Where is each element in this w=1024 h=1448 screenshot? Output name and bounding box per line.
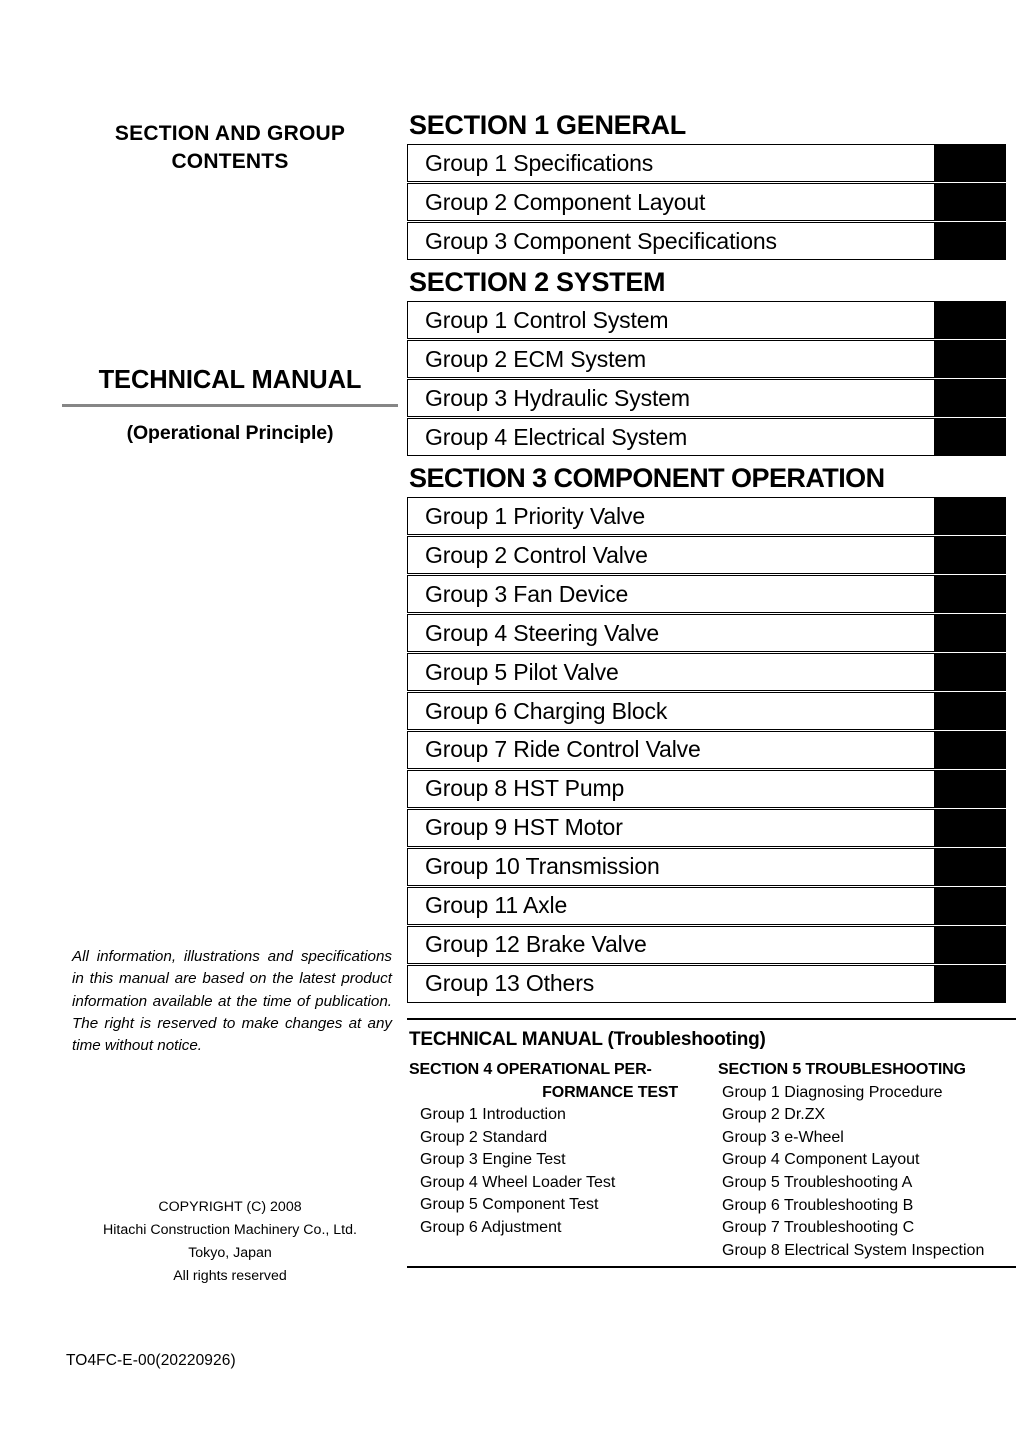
manual-title: TECHNICAL MANUAL bbox=[98, 366, 362, 394]
group-row-box[interactable] bbox=[407, 770, 935, 808]
black-tab-marker bbox=[935, 222, 1006, 260]
black-tab-marker bbox=[935, 692, 1006, 730]
group-label: Group 2 Component Layout bbox=[425, 188, 706, 215]
list-item[interactable]: Group 5 Troubleshooting A bbox=[722, 1174, 913, 1192]
troubleshooting-bottom-divider bbox=[407, 1266, 1016, 1268]
section-4-group-list bbox=[407, 1104, 714, 1240]
disclaimer-paragraph: All information, illustrations and specifications in this manual are based on the latest product information available at the time of publication. The right is reserved to make changes at any time without notice. bbox=[72, 948, 392, 1055]
black-tab-marker bbox=[935, 965, 1006, 1003]
table-row[interactable] bbox=[407, 301, 1016, 339]
group-row-box[interactable] bbox=[407, 653, 935, 691]
table-row[interactable] bbox=[407, 536, 1016, 574]
group-row-box[interactable] bbox=[407, 379, 935, 417]
table-row[interactable] bbox=[407, 183, 1016, 221]
section-group-contents-title bbox=[62, 120, 398, 175]
document-code: TO4FC-E-00(20220926) bbox=[66, 1352, 236, 1369]
contents-title-line1: SECTION AND GROUP bbox=[114, 122, 346, 145]
title-divider bbox=[62, 404, 398, 407]
contents-title bbox=[62, 120, 398, 175]
section-5-heading: SECTION 5 TROUBLESHOOTING bbox=[718, 1061, 966, 1079]
group-row-box[interactable] bbox=[407, 731, 935, 769]
group-row-box[interactable] bbox=[407, 809, 935, 847]
list-item[interactable]: Group 7 Troubleshooting C bbox=[722, 1219, 915, 1237]
group-label: Group 2 Control Valve bbox=[425, 541, 648, 568]
black-tab-marker bbox=[935, 653, 1006, 691]
black-tab-marker bbox=[935, 770, 1006, 808]
group-row-box[interactable] bbox=[407, 614, 935, 652]
group-row-box[interactable] bbox=[407, 183, 935, 221]
group-label: Group 1 Control System bbox=[425, 306, 669, 333]
list-item[interactable]: Group 4 Wheel Loader Test bbox=[420, 1173, 616, 1191]
black-tab-marker bbox=[935, 731, 1006, 769]
table-row[interactable] bbox=[407, 692, 1016, 730]
list-item[interactable]: Group 3 Engine Test bbox=[420, 1151, 566, 1169]
group-label: Group 13 Others bbox=[425, 970, 595, 997]
section-3-group-list bbox=[407, 497, 1016, 1003]
table-of-contents bbox=[407, 110, 1016, 1004]
section-4-heading-line2: FORMANCE TEST bbox=[542, 1083, 678, 1101]
troubleshooting-title: TECHNICAL MANUAL (Troubleshooting) bbox=[409, 1029, 766, 1051]
section-4-column bbox=[407, 1059, 714, 1262]
group-row-box[interactable] bbox=[407, 887, 935, 925]
group-row-box[interactable] bbox=[407, 340, 935, 378]
section-5-column bbox=[714, 1059, 1016, 1262]
group-label: Group 3 Hydraulic System bbox=[425, 384, 690, 411]
table-row[interactable] bbox=[407, 887, 1016, 925]
table-row[interactable] bbox=[407, 926, 1016, 964]
copyright-line-4: All rights reserved bbox=[173, 1268, 287, 1284]
group-label: Group 4 Electrical System bbox=[425, 423, 688, 450]
table-row[interactable] bbox=[407, 653, 1016, 691]
table-row[interactable] bbox=[407, 809, 1016, 847]
list-item[interactable]: Group 2 Standard bbox=[420, 1128, 548, 1146]
troubleshooting-block bbox=[407, 1018, 1016, 1268]
group-row-box[interactable] bbox=[407, 222, 935, 260]
section-heading-3: SECTION 3 COMPONENT OPERATION bbox=[409, 462, 885, 493]
table-row[interactable] bbox=[407, 144, 1016, 182]
table-row[interactable] bbox=[407, 340, 1016, 378]
list-item[interactable]: Group 4 Component Layout bbox=[722, 1151, 920, 1169]
copyright-line-3: Tokyo, Japan bbox=[188, 1245, 272, 1261]
section-heading-2: SECTION 2 SYSTEM bbox=[409, 266, 666, 297]
black-tab-marker bbox=[935, 926, 1006, 964]
black-tab-marker bbox=[935, 183, 1006, 221]
group-label: Group 2 ECM System bbox=[425, 345, 646, 372]
black-tab-marker bbox=[935, 575, 1006, 613]
copyright-block bbox=[62, 1196, 398, 1288]
group-row-box[interactable] bbox=[407, 575, 935, 613]
table-row[interactable] bbox=[407, 222, 1016, 260]
group-label: Group 5 Pilot Valve bbox=[425, 658, 619, 685]
black-tab-marker bbox=[935, 340, 1006, 378]
group-label: Group 9 HST Motor bbox=[425, 814, 623, 841]
group-row-box[interactable] bbox=[407, 301, 935, 339]
group-row-box[interactable] bbox=[407, 536, 935, 574]
table-row[interactable] bbox=[407, 770, 1016, 808]
group-label: Group 3 Component Specifications bbox=[425, 227, 777, 254]
black-tab-marker bbox=[935, 809, 1006, 847]
troubleshooting-columns bbox=[407, 1059, 1016, 1262]
list-item[interactable]: Group 6 Troubleshooting B bbox=[722, 1196, 914, 1214]
black-tab-marker bbox=[935, 887, 1006, 925]
technical-manual-block bbox=[62, 366, 398, 445]
black-tab-marker bbox=[935, 848, 1006, 886]
group-label: Group 3 Fan Device bbox=[425, 580, 629, 607]
list-item[interactable]: Group 8 Electrical System Inspection bbox=[722, 1241, 985, 1259]
group-row-box[interactable] bbox=[407, 144, 935, 182]
table-row[interactable] bbox=[407, 497, 1016, 535]
list-item[interactable]: Group 6 Adjustment bbox=[420, 1219, 562, 1237]
group-label: Group 10 Transmission bbox=[425, 853, 660, 880]
section-5-group-list bbox=[714, 1082, 1016, 1263]
list-item[interactable]: Group 1 Diagnosing Procedure bbox=[722, 1083, 943, 1101]
table-row[interactable] bbox=[407, 965, 1016, 1003]
group-label: Group 7 Ride Control Valve bbox=[425, 736, 701, 763]
table-row[interactable] bbox=[407, 848, 1016, 886]
section-1-group-list bbox=[407, 144, 1016, 260]
group-label: Group 11 Axle bbox=[425, 892, 568, 919]
group-label: Group 1 Priority Valve bbox=[425, 502, 645, 529]
table-row[interactable] bbox=[407, 731, 1016, 769]
table-row[interactable] bbox=[407, 575, 1016, 613]
contents-title-line2: CONTENTS bbox=[171, 149, 289, 173]
black-tab-marker bbox=[935, 418, 1006, 456]
list-item[interactable]: Group 2 Dr.ZX bbox=[722, 1106, 826, 1124]
group-label: Group 4 Steering Valve bbox=[425, 619, 660, 646]
disclaimer-text bbox=[72, 946, 392, 1057]
section-heading-1: SECTION 1 GENERAL bbox=[409, 110, 686, 140]
list-item[interactable]: Group 5 Component Test bbox=[420, 1196, 599, 1214]
group-label: Group 8 HST Pump bbox=[425, 775, 625, 802]
table-row[interactable] bbox=[407, 614, 1016, 652]
group-row-box[interactable] bbox=[407, 965, 935, 1003]
section-4-heading-line1: SECTION 4 OPERATIONAL PER- bbox=[409, 1061, 652, 1079]
copyright-line-1: COPYRIGHT (C) 2008 bbox=[158, 1199, 302, 1215]
group-label: Group 6 Charging Block bbox=[425, 697, 668, 724]
black-tab-marker bbox=[935, 379, 1006, 417]
group-row-box[interactable] bbox=[407, 848, 935, 886]
black-tab-marker bbox=[935, 144, 1006, 182]
group-row-box[interactable] bbox=[407, 418, 935, 456]
copyright-line-2: Hitachi Construction Machinery Co., Ltd. bbox=[103, 1222, 357, 1238]
list-item[interactable]: Group 3 e-Wheel bbox=[722, 1128, 844, 1146]
group-row-box[interactable] bbox=[407, 926, 935, 964]
table-row[interactable] bbox=[407, 418, 1016, 456]
group-row-box[interactable] bbox=[407, 692, 935, 730]
black-tab-marker bbox=[935, 301, 1006, 339]
manual-subtitle: (Operational Principle) bbox=[126, 422, 334, 444]
black-tab-marker bbox=[935, 536, 1006, 574]
list-item[interactable]: Group 1 Introduction bbox=[420, 1105, 566, 1123]
group-row-box[interactable] bbox=[407, 497, 935, 535]
section-2-group-list bbox=[407, 301, 1016, 456]
table-row[interactable] bbox=[407, 379, 1016, 417]
group-label: Group 12 Brake Valve bbox=[425, 931, 647, 958]
section-4-heading bbox=[407, 1059, 714, 1104]
black-tab-marker bbox=[935, 497, 1006, 535]
group-label: Group 1 Specifications bbox=[425, 149, 654, 176]
black-tab-marker bbox=[935, 614, 1006, 652]
